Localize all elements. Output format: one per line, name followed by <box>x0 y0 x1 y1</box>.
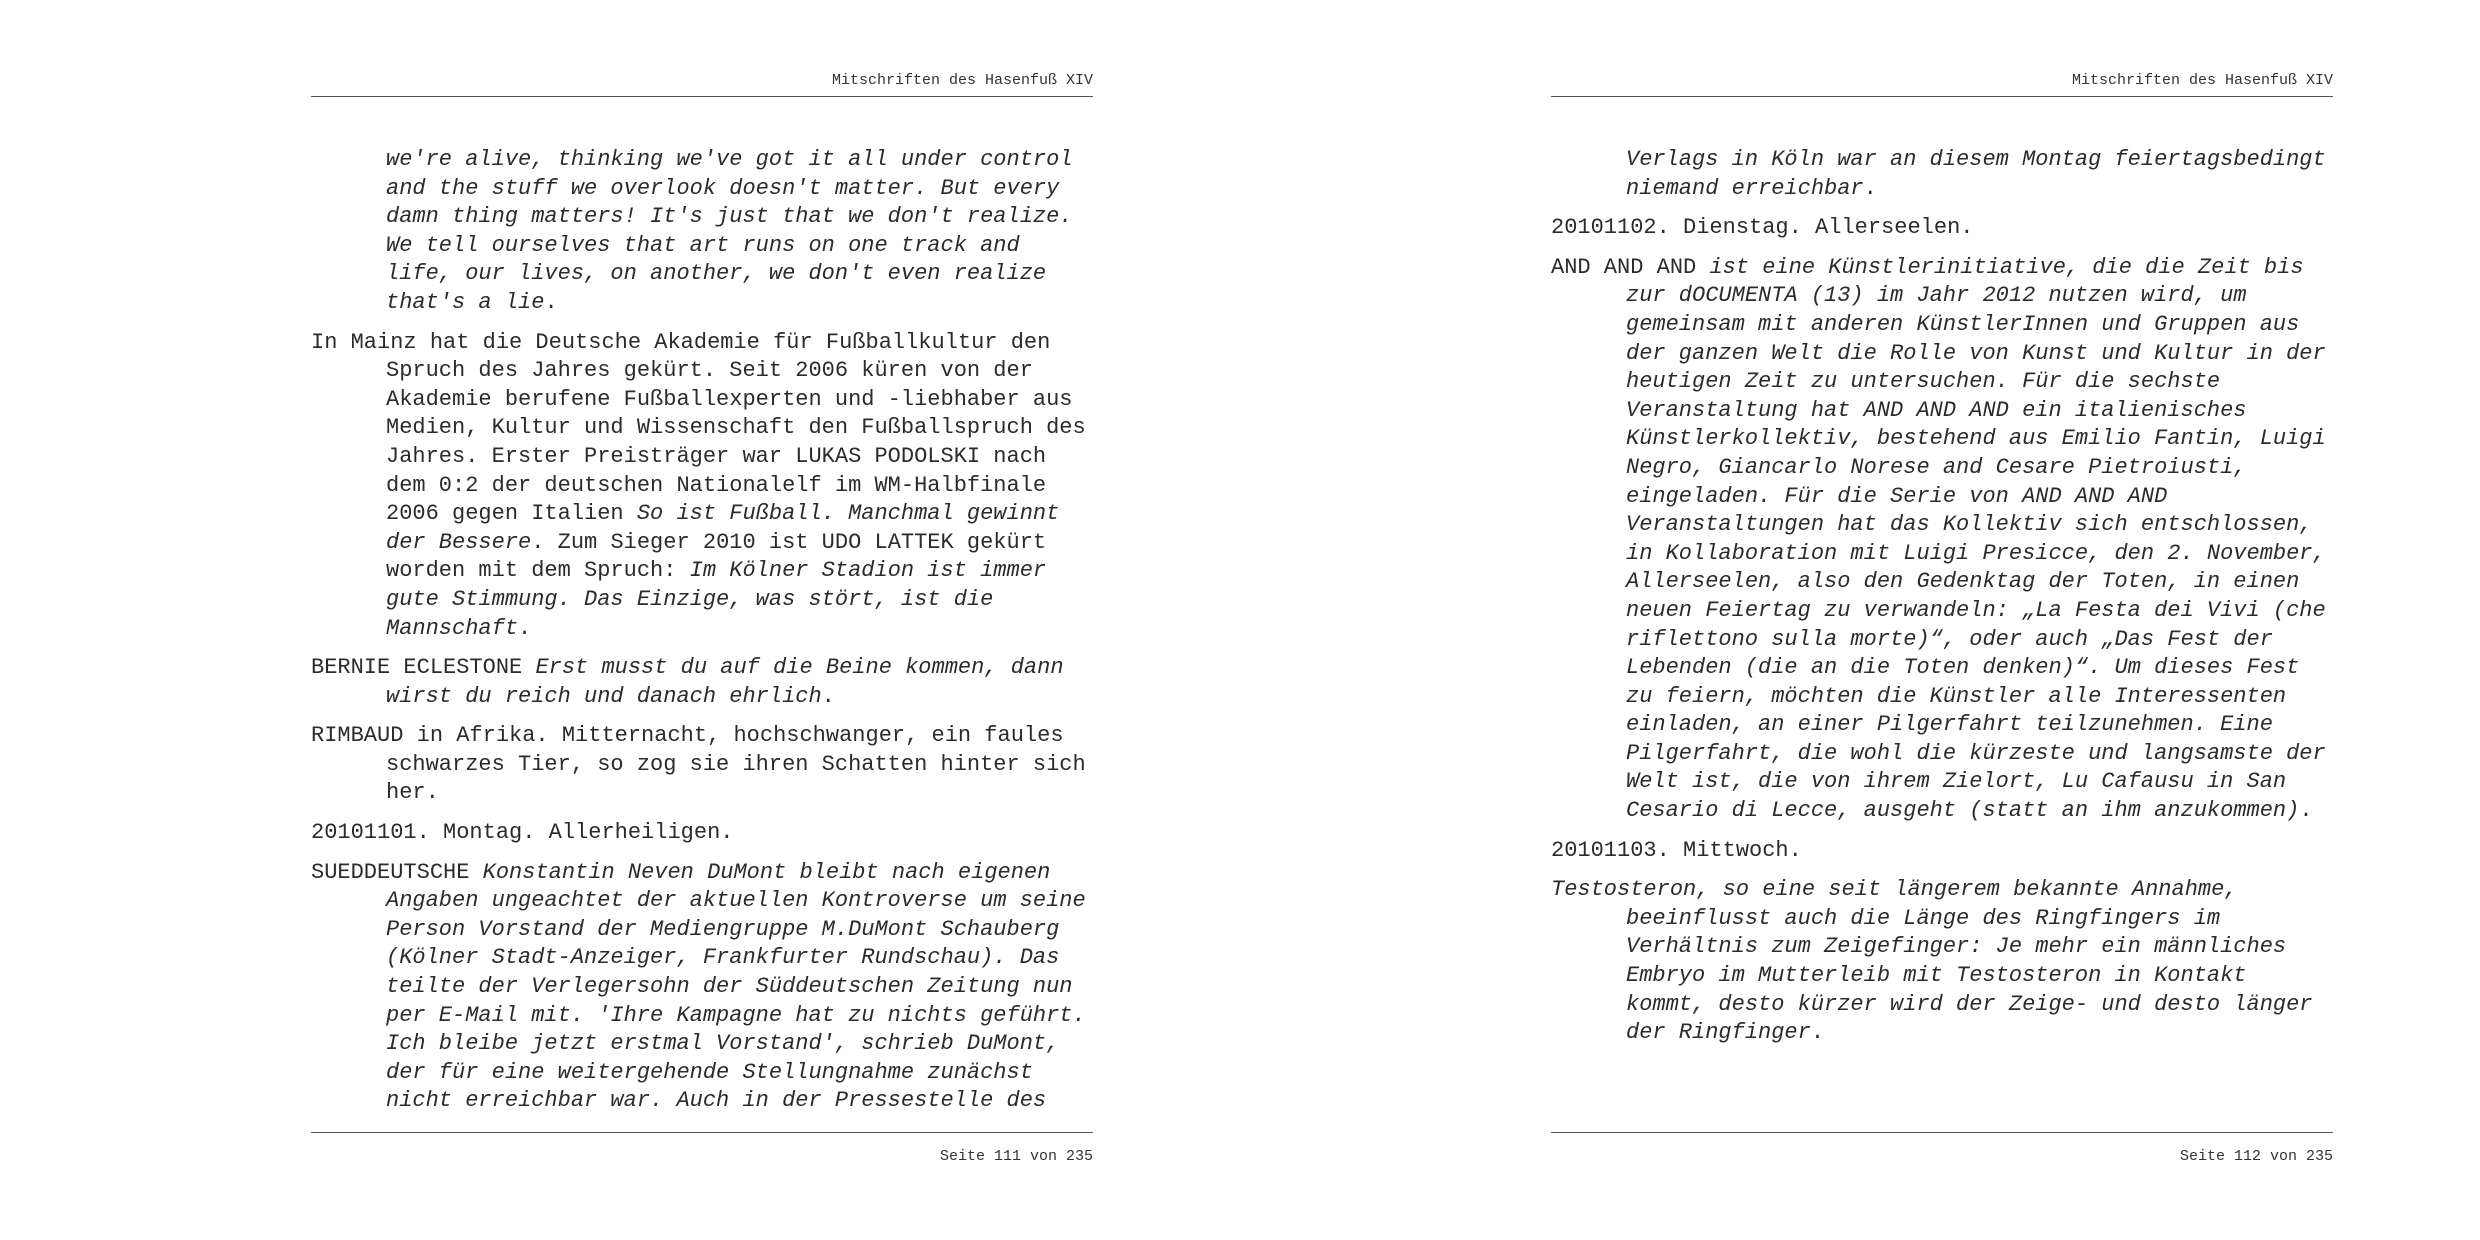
plain-text: . <box>544 289 558 315</box>
plain-text: . <box>2299 798 2313 824</box>
right-page <box>1240 0 2480 1240</box>
plain-text: . <box>1863 175 1877 201</box>
italic-text: we're alive, thinking we've got it all under control and the stuff we overlook doesn't matter. But every damn thing matters! It's just that we don't realize. We tell ourselves that art runs on one track and life, our lives, on another, we don't even realize that's a lie <box>386 147 1073 315</box>
running-head: Mitschriften des Hasenfuß XIV <box>831 72 1093 89</box>
italic-text: ist eine Künstlerinitiative, die die Zeit bis zur dOCUMENTA (13) im Jahr 2012 nutzen wird, um gemeinsam mit anderen KünstlerInnen und Gruppen aus der ganzen Welt die Rolle von Kunst und Kultur in der heutigen Zeit zu untersuchen. Für die sechste Veranstaltung hat AND AND AND ein italienisches Künstlerkollektiv, bestehend aus Emilio Fantin, Luigi Negro, Giancarlo Norese and Cesare Pietroiusti, eingeladen. Für die Serie von AND AND AND Veranstaltungen hat das Kollektiv sich entschlossen, in Kollaboration mit Luigi Presicce, den 2. November, Allerseelen, also den Gedenktag der Toten, in einen neuen Feiertag zu verwandeln: „La Festa dei Vivi (che riflettono sulla morte)“, oder auch „Das Fest der Lebenden (die an die Toten denken)“. Um dieses Fest zu feiern, möchten die Künstler alle Interessenten einladen, an einer Pilgerfahrt teilzunehmen. Eine Pilgerfahrt, die wohl die kürzeste und langsamste der Welt ist, die von ihrem Zielort, Lu Cafausu in San Cesario di Lecce, ausgeht (statt an ihm anzukommen) <box>1626 254 2326 824</box>
italic-text: Erst musst du auf die Beine kommen, dann wirst du reich und danach ehrlich <box>386 655 1064 709</box>
plain-text: AND AND AND <box>1551 254 1710 280</box>
page-body <box>1551 146 2333 1059</box>
italic-text: Konstantin Neven DuMont bleibt nach eigenen Angaben ungeachtet der aktuellen Kontroverse um seine Person Vorstand der Mediengruppe M.DuMont Schauberg (Kölner Stadt-Anzeiger, Frankfurter Rundschau). Das teilte der Verlegersohn der Süddeutschen Zeitung nun per E-Mail mit. 'Ihre Kampagne hat zu nichts geführt. Ich bleibe jetzt erstmal Vorstand', schrieb DuMont, der für eine weitergehende Stellungnahme zunächst nicht erreichbar war. Auch in der Pressestelle des <box>386 859 1086 1114</box>
paragraph <box>311 654 1093 711</box>
paragraph <box>311 722 1093 808</box>
header-rule <box>311 96 1093 97</box>
paragraph <box>311 146 1093 318</box>
italic-text: Testosteron, so eine seit längerem bekannte Annahme, beeinflusst auch die Länge des Ringfingers im Verhältnis zum Zeigefinger: Je mehr ein männliches Embryo im Mutterleib mit Testosteron in Kontakt kommt, desto kürzer wird der Zeige- und desto länger der Ringfinger <box>1551 877 2313 1046</box>
plain-text: . Zum Sieger 2010 ist UDO LATTEK gekürt worden mit dem Spruch: <box>386 529 1047 584</box>
italic-text: Im Kölner Stadion ist immer gute Stimmung. Das Einzige, was stört, ist die Mannschaft <box>386 558 1047 641</box>
date-entry <box>311 819 1093 848</box>
date-entry <box>1551 214 2333 243</box>
plain-text: 20101103. Mittwoch. <box>1551 837 1802 863</box>
paragraph <box>311 329 1093 644</box>
footer-rule <box>311 1132 1093 1133</box>
plain-text: 20101102. Dienstag. Allerseelen. <box>1551 215 1974 241</box>
plain-text: BERNIE ECLESTONE <box>311 655 536 681</box>
running-head: Mitschriften des Hasenfuß XIV <box>2071 72 2333 89</box>
page-number: Seite 112 von 235 <box>2179 1148 2333 1165</box>
italic-text: Verlags in Köln war an diesem Montag feiertagsbedingt niemand erreichbar <box>1626 147 2326 201</box>
plain-text: . <box>1810 1020 1825 1046</box>
paragraph <box>1551 254 2333 826</box>
paragraph <box>1551 876 2333 1048</box>
page-body <box>311 146 1093 1127</box>
paragraph <box>1551 146 2333 203</box>
plain-text: . <box>821 683 835 709</box>
header-rule <box>1551 96 2333 97</box>
footer-rule <box>1551 1132 2333 1133</box>
plain-text: 20101101. Montag. Allerheiligen. <box>311 820 734 846</box>
date-entry <box>1551 837 2333 866</box>
italic-text: So ist Fußball. Manchmal gewinnt der Bessere <box>386 501 1060 555</box>
paragraph <box>311 859 1093 1116</box>
plain-text: In Mainz hat die Deutsche Akademie für Fußballkultur den Spruch des Jahres gekürt. Seit 2006 küren von der Akademie berufene Fußballexperten und -liebhaber aus Medien, Kultur und Wissenschaft den Fußballspruch des Jahres. Erster Preisträger war LUKAS PODOLSKI nach dem 0:2 der deutschen Nationalelf im WM-Halbfinale 2006 gegen Italien <box>311 329 1086 527</box>
page-number: Seite 111 von 235 <box>939 1148 1093 1165</box>
plain-text: SUEDDEUTSCHE <box>311 859 483 885</box>
plain-text: RIMBAUD in Afrika. Mitternacht, hochschwanger, ein faules schwarzes Tier, so zog sie ihren Schatten hinter sich her. <box>311 723 1086 806</box>
plain-text: . <box>518 615 532 641</box>
